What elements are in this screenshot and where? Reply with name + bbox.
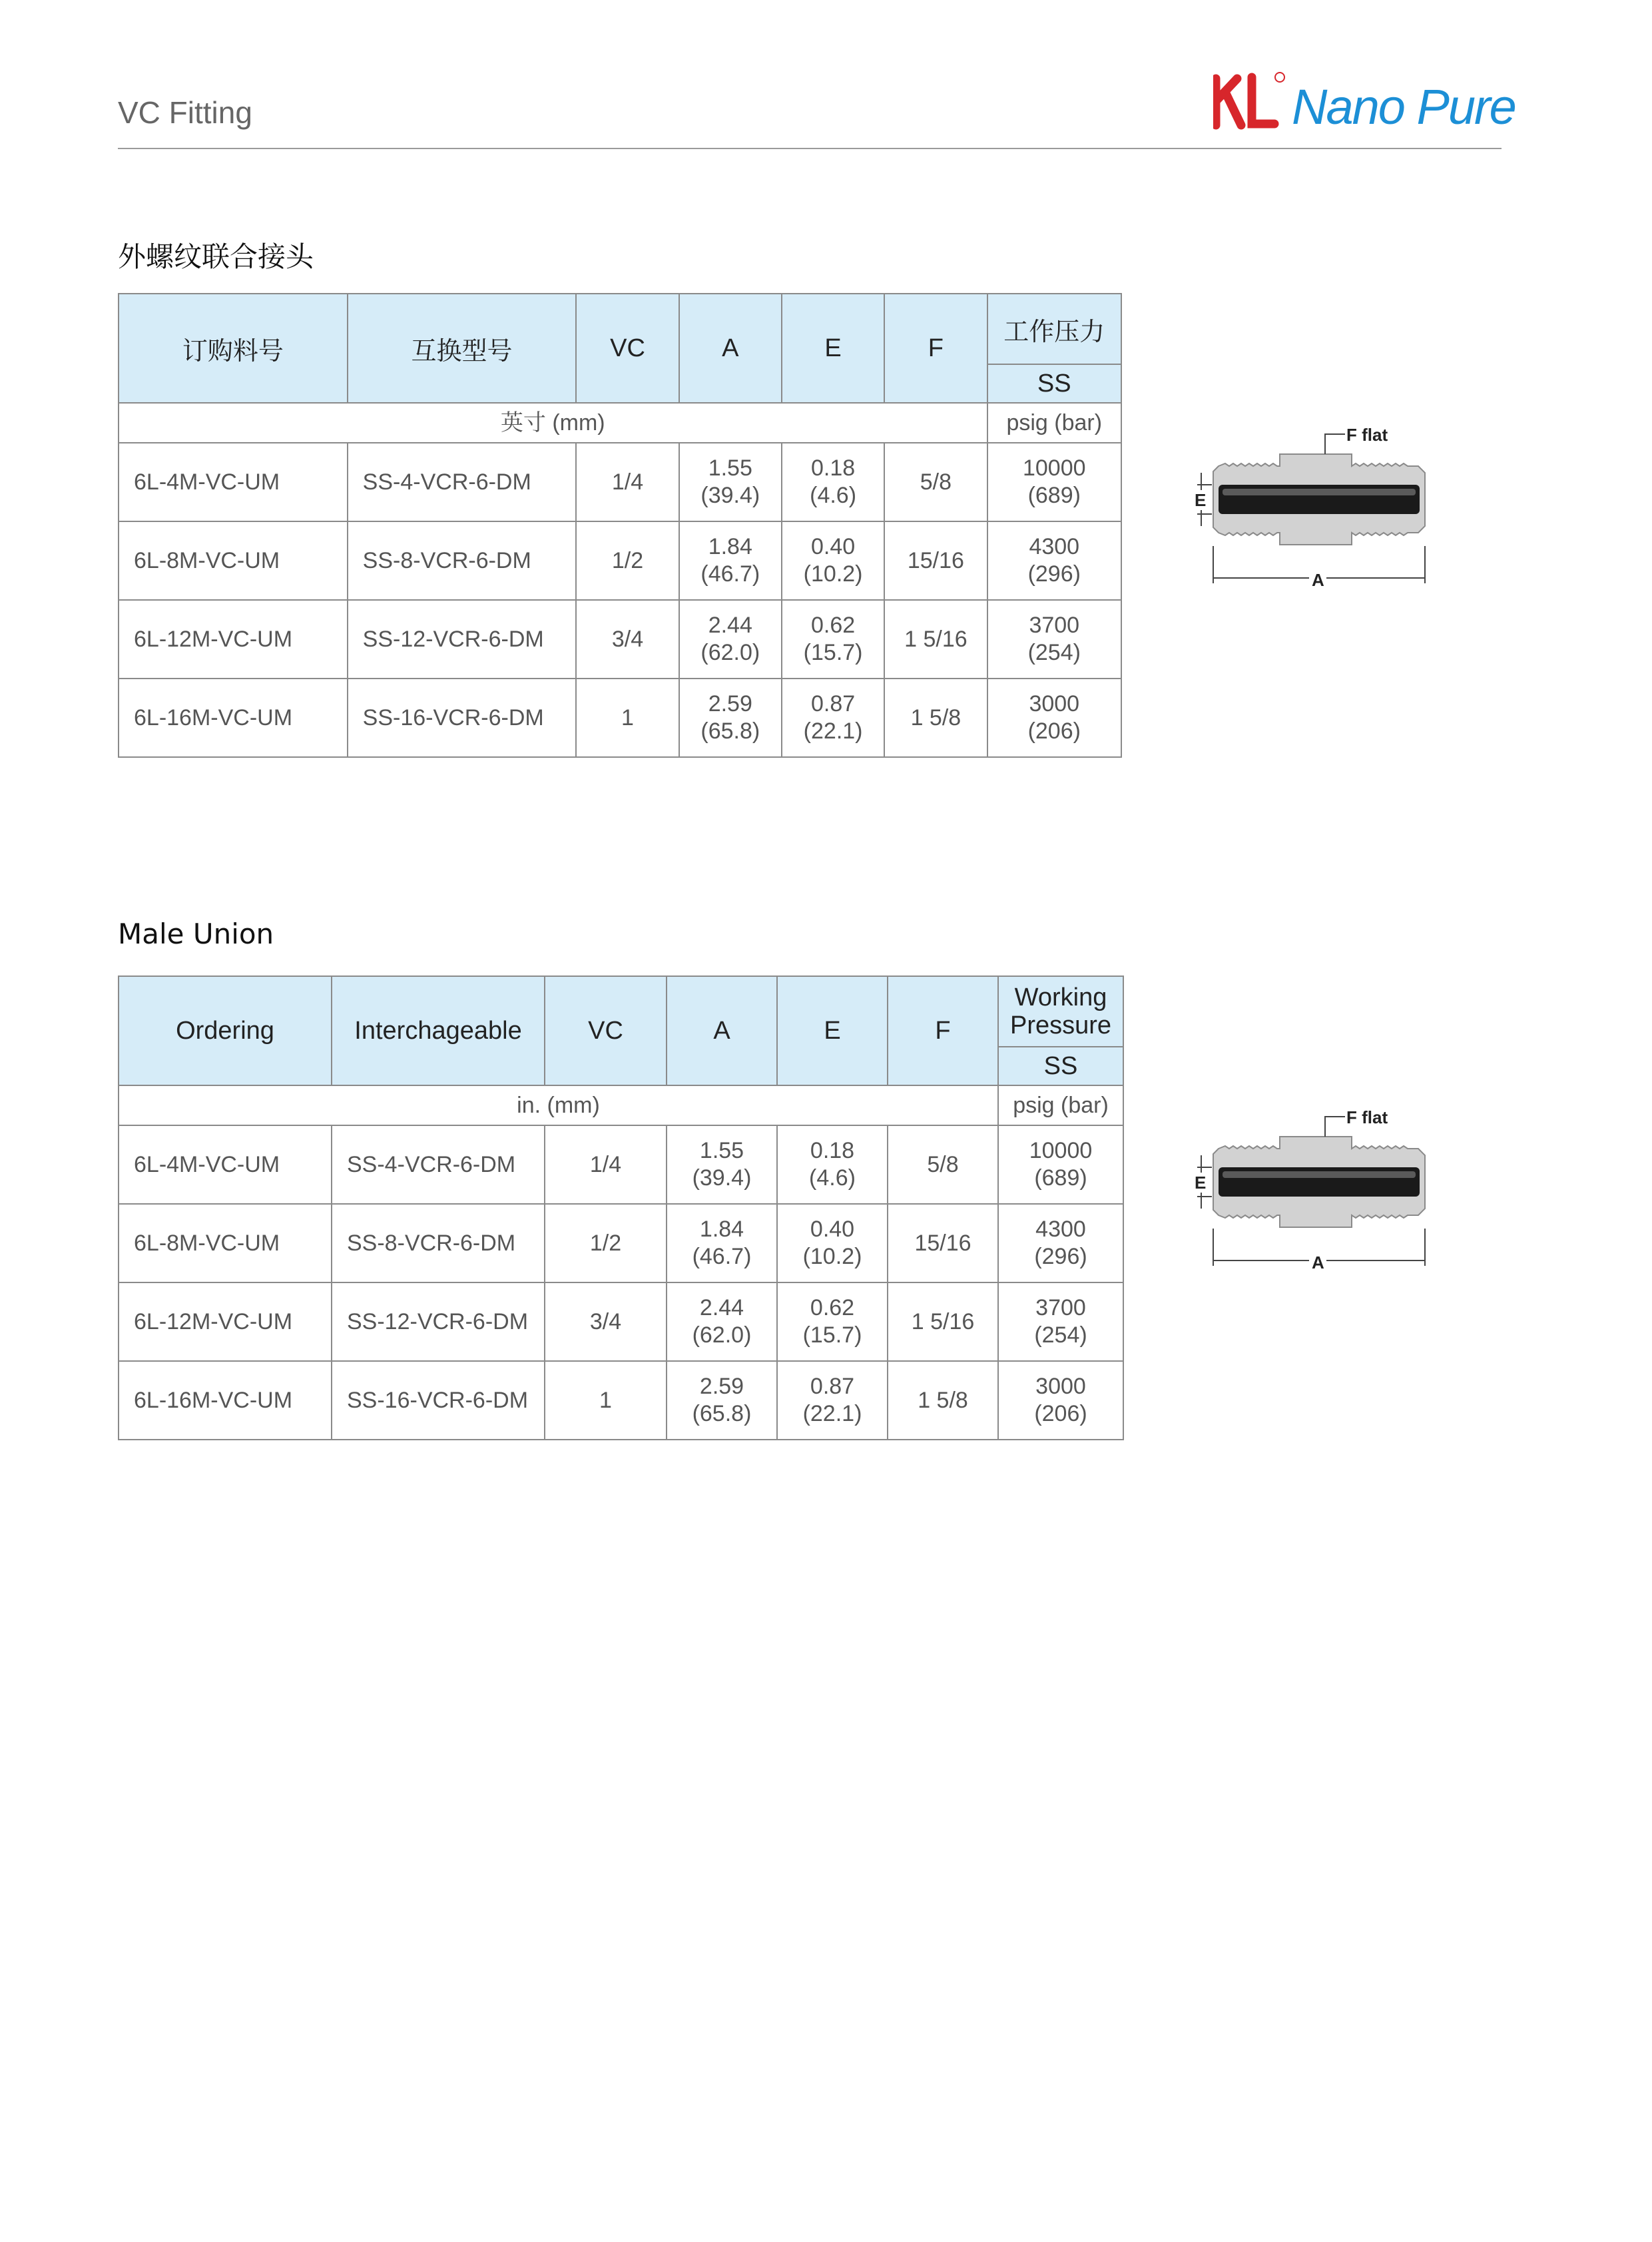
vc-cell: 1/4 — [576, 443, 679, 521]
f-flat-label: F flat — [1346, 425, 1388, 445]
e-in: 0.62 — [810, 613, 856, 638]
spec-table-zh — [118, 293, 1122, 758]
interchangeable-cell: SS-4-VCR-6-DM — [332, 1125, 545, 1204]
header-vc: VC — [576, 294, 679, 403]
pressure-psig: 3700 — [1029, 613, 1080, 638]
table-row — [119, 679, 1121, 757]
table-row — [119, 443, 1121, 521]
a-mm: (62.0) — [692, 1322, 752, 1348]
a-cell — [679, 679, 782, 757]
pressure-bar: (296) — [1027, 561, 1081, 587]
f-cell: 1 5/8 — [888, 1361, 998, 1440]
table-row — [119, 1282, 1123, 1361]
e-cell — [777, 1204, 888, 1282]
header-ordering: 订购料号 — [119, 294, 348, 403]
e-cell — [782, 443, 884, 521]
e-cell — [777, 1125, 888, 1204]
a-label: A — [1312, 1253, 1324, 1272]
header-working-pressure: 工作压力 — [987, 294, 1121, 364]
header-interchangeable: 互换型号 — [348, 294, 577, 403]
a-in: 2.44 — [708, 613, 752, 638]
a-mm: (65.8) — [692, 1401, 752, 1426]
header-material: SS — [998, 1047, 1123, 1085]
e-mm: (22.1) — [803, 718, 863, 744]
units-pressure: psig (bar) — [987, 403, 1121, 443]
f-flat-label: F flat — [1346, 1107, 1388, 1127]
header-divider — [118, 148, 1502, 149]
f-cell: 5/8 — [884, 443, 987, 521]
a-in: 2.59 — [699, 1374, 744, 1399]
interchangeable-cell: SS-8-VCR-6-DM — [348, 521, 577, 600]
table-row — [119, 1125, 1123, 1204]
header-a: A — [667, 976, 777, 1085]
vc-cell: 1/2 — [576, 521, 679, 600]
pressure-psig: 10000 — [1022, 455, 1086, 481]
a-in: 2.44 — [699, 1295, 744, 1320]
ordering-cell: 6L-8M-VC-UM — [119, 1204, 332, 1282]
e-label: E — [1195, 1173, 1207, 1193]
a-mm: (39.4) — [692, 1165, 752, 1191]
male-union-fitting-icon — [1213, 454, 1425, 545]
ordering-cell: 6L-12M-VC-UM — [119, 1282, 332, 1361]
f-cell: 1 5/16 — [884, 600, 987, 679]
a-label: A — [1312, 570, 1324, 590]
pressure-psig: 3000 — [1029, 691, 1080, 716]
a-cell — [679, 600, 782, 679]
pressure-cell — [987, 443, 1121, 521]
e-in: 0.18 — [810, 1138, 855, 1163]
header-e: E — [777, 976, 888, 1085]
e-in: 0.40 — [810, 534, 856, 559]
units-dimensions: 英寸 (mm) — [119, 403, 987, 443]
f-cell: 1 5/8 — [884, 679, 987, 757]
f-cell: 1 5/16 — [888, 1282, 998, 1361]
units-dimensions: in. (mm) — [119, 1085, 998, 1125]
a-mm: (46.7) — [692, 1244, 752, 1269]
header-f: F — [884, 294, 987, 403]
a-in: 1.84 — [699, 1217, 744, 1242]
header-interchangeable: Interchageable — [332, 976, 545, 1085]
interchangeable-cell: SS-12-VCR-6-DM — [332, 1282, 545, 1361]
pressure-cell — [987, 600, 1121, 679]
a-in: 2.59 — [708, 691, 752, 716]
a-cell — [667, 1282, 777, 1361]
e-cell — [782, 521, 884, 600]
table-row — [119, 600, 1121, 679]
e-cell — [782, 679, 884, 757]
interchangeable-cell: SS-8-VCR-6-DM — [332, 1204, 545, 1282]
a-in: 1.84 — [708, 534, 752, 559]
pressure-cell — [998, 1125, 1123, 1204]
spec-table-en — [118, 976, 1124, 1440]
vc-cell: 1 — [576, 679, 679, 757]
e-mm: (15.7) — [803, 640, 863, 665]
male-union-fitting-icon — [1213, 1137, 1425, 1227]
pressure-psig: 3000 — [1035, 1374, 1086, 1399]
vc-cell: 1/2 — [545, 1204, 667, 1282]
ordering-cell: 6L-16M-VC-UM — [119, 679, 348, 757]
pressure-psig: 4300 — [1029, 534, 1080, 559]
pressure-cell — [998, 1361, 1123, 1440]
pressure-bar: (254) — [1034, 1322, 1087, 1348]
e-label: E — [1195, 490, 1207, 510]
pressure-bar: (296) — [1034, 1244, 1087, 1269]
header-f: F — [888, 976, 998, 1085]
pressure-psig: 4300 — [1035, 1217, 1086, 1242]
units-pressure: psig (bar) — [998, 1085, 1123, 1125]
pressure-bar: (689) — [1027, 483, 1081, 508]
header-a: A — [679, 294, 782, 403]
pressure-psig: 10000 — [1029, 1138, 1093, 1163]
page-title: VC Fitting — [118, 95, 252, 130]
e-cell — [777, 1282, 888, 1361]
a-mm: (65.8) — [700, 718, 760, 744]
table-row — [119, 1361, 1123, 1440]
pressure-bar: (254) — [1027, 640, 1081, 665]
header-pressure: Pressure — [1009, 1011, 1112, 1039]
a-cell — [667, 1204, 777, 1282]
e-mm: (10.2) — [803, 561, 863, 587]
e-mm: (4.6) — [810, 483, 857, 508]
pressure-bar: (689) — [1034, 1165, 1087, 1191]
a-cell — [667, 1125, 777, 1204]
section-title-en: Male Union — [118, 918, 274, 950]
e-in: 0.18 — [810, 455, 856, 481]
a-cell — [679, 521, 782, 600]
interchangeable-cell: SS-16-VCR-6-DM — [332, 1361, 545, 1440]
a-mm: (46.7) — [700, 561, 760, 587]
fitting-diagram-zh — [1192, 420, 1478, 593]
a-in: 1.55 — [708, 455, 752, 481]
ordering-cell: 6L-12M-VC-UM — [119, 600, 348, 679]
interchangeable-cell: SS-12-VCR-6-DM — [348, 600, 577, 679]
pressure-cell — [998, 1282, 1123, 1361]
e-in: 0.40 — [810, 1217, 855, 1242]
pressure-bar: (206) — [1027, 718, 1081, 744]
vc-cell: 1/4 — [545, 1125, 667, 1204]
brand-name: Nano Pure — [1292, 79, 1515, 135]
pressure-cell — [987, 679, 1121, 757]
f-cell: 15/16 — [884, 521, 987, 600]
e-in: 0.87 — [810, 1374, 855, 1399]
interchangeable-cell: SS-16-VCR-6-DM — [348, 679, 577, 757]
e-mm: (4.6) — [809, 1165, 856, 1191]
table-row — [119, 1204, 1123, 1282]
section-title-zh: 外螺纹联合接头 — [118, 240, 314, 273]
e-in: 0.62 — [810, 1295, 855, 1320]
a-mm: (39.4) — [700, 483, 760, 508]
header-working-pressure — [998, 976, 1123, 1047]
e-in: 0.87 — [810, 691, 856, 716]
header-material: SS — [987, 364, 1121, 403]
pressure-cell — [987, 521, 1121, 600]
e-mm: (22.1) — [802, 1401, 862, 1426]
pressure-psig: 3700 — [1035, 1295, 1086, 1320]
vc-cell: 1 — [545, 1361, 667, 1440]
table-row — [119, 521, 1121, 600]
ordering-cell: 6L-4M-VC-UM — [119, 443, 348, 521]
a-cell — [679, 443, 782, 521]
fitting-diagram-en — [1192, 1102, 1478, 1275]
a-mm: (62.0) — [700, 640, 760, 665]
vc-cell: 3/4 — [576, 600, 679, 679]
e-mm: (10.2) — [802, 1244, 862, 1269]
pressure-bar: (206) — [1034, 1401, 1087, 1426]
pressure-cell — [998, 1204, 1123, 1282]
header-e: E — [782, 294, 884, 403]
ordering-cell: 6L-8M-VC-UM — [119, 521, 348, 600]
a-cell — [667, 1361, 777, 1440]
e-cell — [777, 1361, 888, 1440]
ordering-cell: 6L-16M-VC-UM — [119, 1361, 332, 1440]
e-mm: (15.7) — [802, 1322, 862, 1348]
e-cell — [782, 600, 884, 679]
vc-cell: 3/4 — [545, 1282, 667, 1361]
interchangeable-cell: SS-4-VCR-6-DM — [348, 443, 577, 521]
f-cell: 15/16 — [888, 1204, 998, 1282]
a-in: 1.55 — [699, 1138, 744, 1163]
f-cell: 5/8 — [888, 1125, 998, 1204]
header-vc: VC — [545, 976, 667, 1085]
header-ordering: Ordering — [119, 976, 332, 1085]
header-working: Working — [1014, 983, 1107, 1011]
ordering-cell: 6L-4M-VC-UM — [119, 1125, 332, 1204]
